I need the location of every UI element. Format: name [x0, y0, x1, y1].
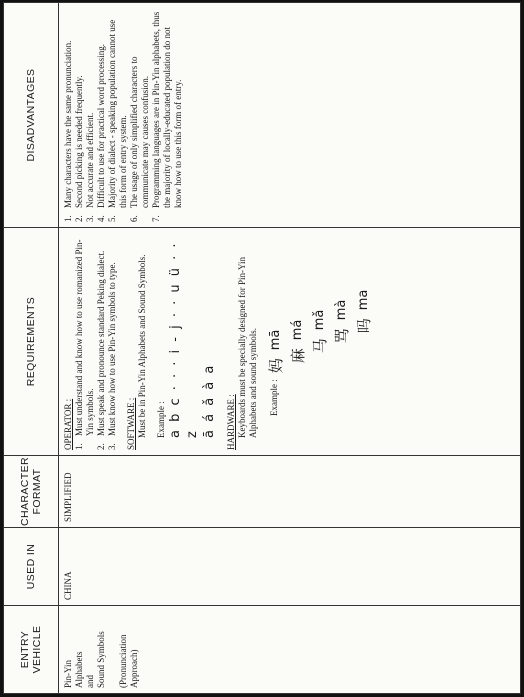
spacer: [107, 611, 118, 688]
software-label: SOFTWARE :: [126, 397, 136, 450]
entry-vehicle-line: (Pronunciation: [118, 634, 128, 688]
header-disadvantages: DISADVANTAGES: [4, 3, 59, 228]
entry-vehicle-line: Pin-Yin: [63, 659, 73, 688]
list-item: 骂 mà: [333, 299, 351, 344]
header-entry-vehicle: ENTRY VEHICLE: [4, 606, 59, 694]
entry-vehicle-line: Approach): [129, 649, 139, 688]
list-item: 6. The usage of only simplified characters to communicate may causes confusion.: [129, 56, 150, 222]
comparison-table: [3, 2, 521, 694]
rotated-table-sheet: [3, 3, 521, 694]
list-item: 3. Not accurate and efficient.: [85, 112, 95, 222]
operator-label: OPERATOR :: [63, 398, 73, 450]
software-text: Must be in Pin-Yin Alphabets and Sound Symbols.: [137, 254, 147, 438]
cell-requirements: [59, 228, 521, 456]
disadvantages-list: [63, 8, 184, 222]
hardware-label: HARDWARE :: [226, 394, 236, 450]
list-item: 5. Majority of dialect - speaking population cannot use this form of entry system.: [107, 19, 128, 222]
list-item: 2. Second picking is needed frequently.: [74, 75, 84, 222]
cell-entry-vehicle: [59, 606, 521, 694]
list-item: 妈 mā: [267, 329, 285, 374]
hardware-text: Keyboards must be specially designed for Pin-Yin Alphabets and sound symbols.: [237, 257, 258, 438]
pinyin-alphabet-example: a b c · · · i - j · · u ü · · z: [168, 241, 200, 438]
entry-vehicle-line: Alphabets: [74, 651, 84, 688]
example2-label: Example :: [269, 379, 279, 416]
entry-vehicle-line: Sound Symbols: [96, 631, 106, 688]
header-row: [4, 3, 59, 694]
hanzi-example-list: [265, 290, 375, 374]
header-used-in: USED IN: [4, 528, 59, 606]
table-row: [59, 3, 521, 694]
operator-list: [74, 233, 118, 450]
cell-disadvantages: [59, 3, 521, 228]
entry-vehicle-line: and: [85, 675, 95, 688]
list-item: 麻 má: [289, 319, 307, 364]
list-item: 4. Difficult to use for practical word processing.: [96, 43, 106, 222]
list-item: 吗 ma: [355, 289, 373, 334]
example-label: Example :: [156, 401, 166, 438]
list-item: 3. Must know how to use Pin-Yin symbols to type.: [107, 262, 117, 450]
list-item: 马 mǎ: [311, 309, 329, 354]
list-item: 1. Must understand and know how to use romanized Pin-Yin symbols.: [74, 239, 95, 450]
hanzi-example-block: [265, 233, 375, 450]
cell-used-in: CHINA: [59, 528, 521, 606]
cell-character-format: SIMPLIFIED: [59, 456, 521, 528]
tone-marks-example: ā á ǎ à a: [202, 363, 217, 438]
header-requirements: REQUIREMENTS: [4, 228, 59, 456]
list-item: 7. Programming languages are in Pin-Yin alphabets, thus the majority of locally-educated population do not know how to use this form of entry.: [151, 11, 183, 222]
list-item: 1. Many characters have the same pronunciation.: [63, 40, 73, 222]
header-character-format: CHARACTER FORMAT: [4, 456, 59, 528]
list-item: 2. Must speak and pronounce standard Peking dialect.: [96, 250, 106, 450]
